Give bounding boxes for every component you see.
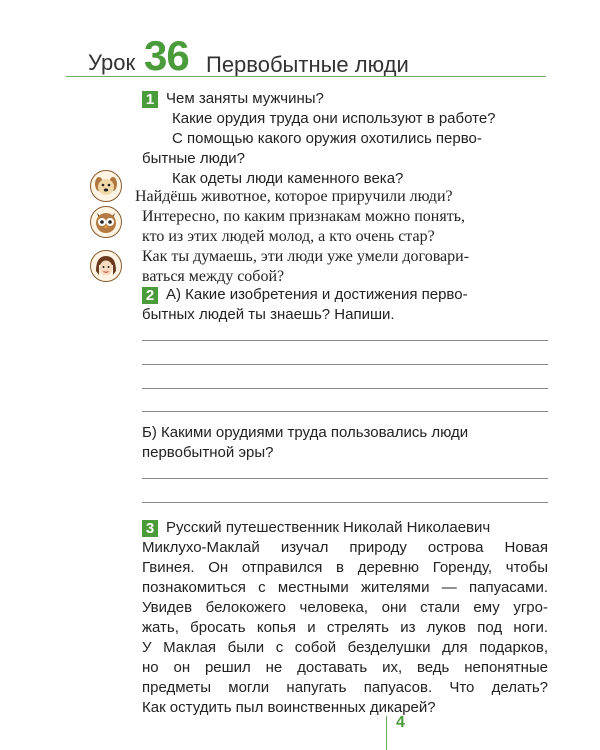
task3-line-1: 3 Русский путешественник Николай Николаевич [142,519,490,537]
lesson-title: Первобытные люди [206,52,409,77]
task1-line-4: бытные люди? [142,150,245,167]
task3-line-4: познакомиться с местными жителями — папуасами. [142,579,548,596]
page-number: 4 [396,714,405,731]
task2-a-line-2: бытных людей ты знаешь? Напиши. [142,306,395,323]
task1-serif-line-4: Как ты думаешь, эти люди уже умели договари- [142,248,470,265]
answer-line[interactable] [142,340,548,341]
task2-b-line-2: первобытной эры? [142,444,274,461]
owl-face-icon [90,206,122,238]
task1-serif-line-3: кто из этих людей молод, а кто очень стар? [142,228,435,245]
girl-face-icon [90,250,122,282]
answer-line[interactable] [142,364,548,365]
task3-line-2: Миклухо-Маклай изучал природу острова Новая [142,539,548,556]
dog-face-icon [90,170,122,202]
lesson-number: 36 [144,32,189,79]
lesson-word: Урок [88,50,136,75]
task3-line-9: предметы могли напугать папуасов. Что делать? [142,679,548,696]
task1-line-1: 1 Чем заняты мужчины? [142,90,324,108]
task3-line-3: Гвинея. Он отправился в деревню Горенду, чтобы [142,559,548,576]
answer-line[interactable] [142,388,548,389]
task1-line-3: С помощью какого оружия охотились перво- [172,130,482,147]
task3-line-7: У Маклая были с собой безделушки для подарков, [142,639,548,656]
task3-line-10: Как остудить пыл воинственных дикарей? [142,699,436,716]
task3-badge: 3 [142,520,158,537]
answer-line[interactable] [142,502,548,503]
task1-serif-line-2: Интересно, по каким признакам можно понять, [142,208,466,225]
task1-line-2: Какие орудия труда они используют в работе? [172,110,496,127]
answer-line[interactable] [142,478,548,479]
task3-line-8: но он решил не доставать их, ведь непонятные [142,659,548,676]
task3-line-5: Увидев белокожего человека, они стали ему угро- [142,599,548,616]
task2-b-line-1: Б) Какими орудиями труда пользовались люди [142,424,469,441]
task2-a-line-1: 2 А) Какие изобретения и достижения перво- [142,286,468,304]
header-underline [66,76,546,77]
task1-line-5: Как одеты люди каменного века? [172,170,404,187]
lesson-header [66,30,546,78]
page-number-bar [386,716,387,750]
task1-badge: 1 [142,91,158,108]
task1-serif-line-5: ваться между собой? [142,268,285,285]
answer-line[interactable] [142,411,548,412]
task3-line-6: жать, бросать копья и стрелять из луков под ноги. [142,619,548,636]
task1-serif-line-1: Найдёшь животное, которое приручили люди? [135,188,453,205]
task2-badge: 2 [142,287,158,304]
